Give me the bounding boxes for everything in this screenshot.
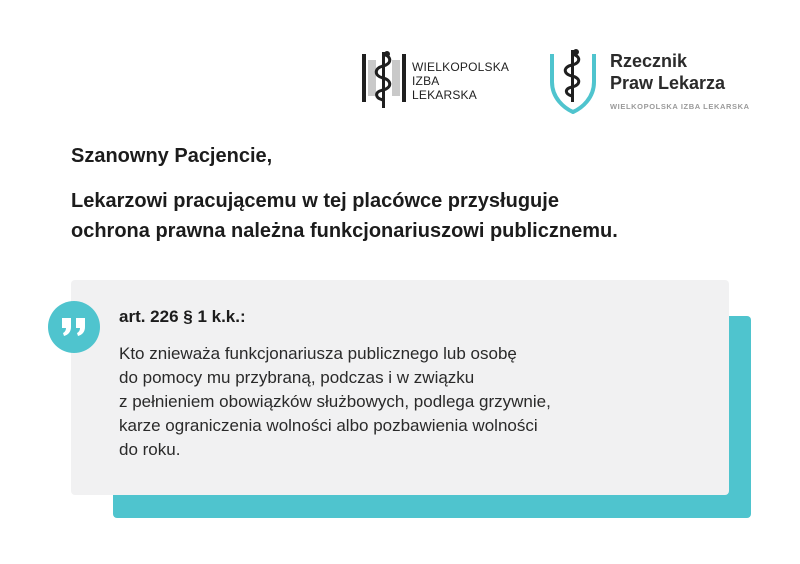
rpl-logo-title-line: Praw Lekarza — [610, 73, 726, 93]
article-text — [119, 342, 719, 462]
rpl-logo-subtitle: WIELKOPOLSKA IZBA LEKARSKA — [610, 102, 750, 111]
wil-logo-line: WIELKOPOLSKA — [412, 60, 510, 74]
headline — [71, 186, 771, 246]
rzecznik-praw-lekarza-logo — [548, 44, 768, 116]
quote-badge — [48, 301, 100, 353]
article-text-line: do roku. — [119, 440, 181, 459]
article-text-line: karze ograniczenia wolności albo pozbawienia wolności — [119, 416, 538, 435]
headline-line: Lekarzowi pracującemu w tej placówce przysługuje — [71, 190, 559, 212]
article-reference: art. 226 § 1 k.k.: — [119, 307, 246, 326]
wil-logo-line: LEKARSKA — [412, 88, 477, 102]
article-text-line: do pomocy mu przybraną, podczas i w związku — [119, 368, 475, 387]
rpl-logo-title — [610, 50, 725, 94]
quote-icon — [60, 316, 88, 338]
wil-logo-line: IZBA — [412, 74, 440, 88]
rpl-logo-title-line: Rzecznik — [610, 51, 688, 71]
headline-line: ochrona prawna należna funkcjonariuszowi publicznemu. — [71, 220, 618, 242]
article-text-line: z pełnieniem obowiązków służbowych, podlega grzywnie, — [119, 392, 551, 411]
aesculapius-shield-icon — [548, 46, 598, 114]
greeting: Szanowny Pacjencie, — [71, 145, 273, 167]
article-text-line: Kto znieważa funkcjonariusza publicznego lub osobę — [119, 344, 517, 363]
wielkopolska-izba-lekarska-logo — [362, 46, 522, 112]
aesculapius-staff-icon — [362, 46, 406, 112]
wil-logo-text — [412, 60, 509, 102]
